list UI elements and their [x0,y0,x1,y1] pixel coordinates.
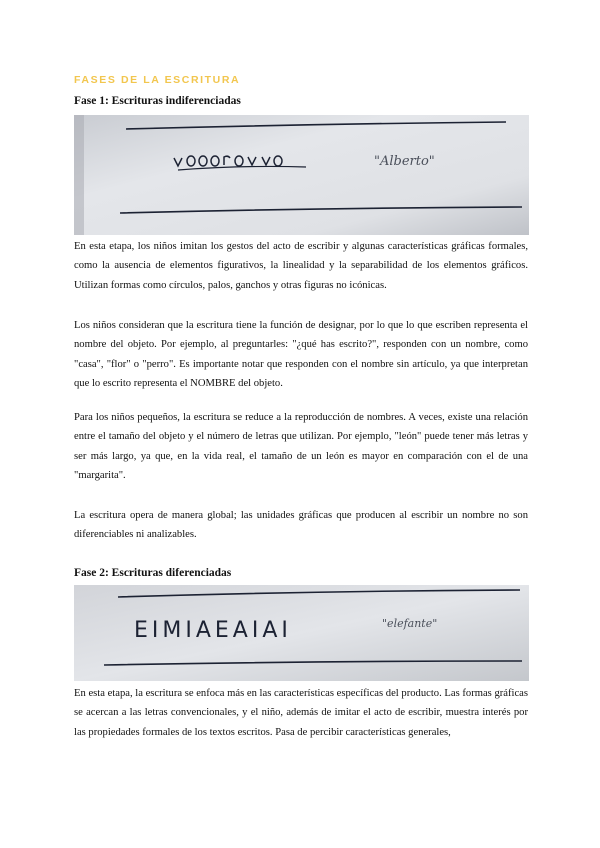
phase-2-writing-sample-photo [74,585,529,681]
phase-1-paragraph-2: Los niños consideran que la escritura tiene la función de designar, por lo que lo que escriben representa el nombre del objeto. Por ejemplo, al preguntarles: "¿qué has escrito?", responden con un nombre, como "casa", "flor" o "perro". Es importante notar que responden con el nombre sin artículo, ya que interpretan que lo escrito representa el NOMBRE del objeto. [74,320,528,390]
phase-2-heading: Fase 2: Escrituras diferenciadas [74,567,232,579]
phase-1-heading: Fase 1: Escrituras indiferenciadas [74,95,241,107]
phase-1-paragraph-4: La escritura opera de manera global; las unidades gráficas que producen al escribir un nombre no son diferenciables ni analizables. [74,510,528,541]
document-title: FASES DE LA ESCRITURA [74,74,241,86]
phase-1-paragraph-1: En esta etapa, los niños imitan los gestos del acto de escribir y algunas características gráficas formales, como la ausencia de elementos figurativos, la linealidad y la separabilidad de los elementos gráficos. Utilizan formas como círculos, palos, ganchos y otras figuras no icónicas. [74,241,528,291]
phase-1-name-label: "Alberto" [374,154,435,169]
phase-2-name-label: "elefante" [382,617,438,630]
phase-2-scribble-text: EIMIAEAIAI [134,618,292,643]
phase-1-paragraph-3: Para los niños pequeños, la escritura se reduce a la reproducción de nombres. A veces, existe una relación entre el tamaño del objeto y el número de letras que utilizan. Por ejemplo, "león" puede tener más letras y ser más largo, ya que, en la vida real, el tamaño de un león es mayor en comparación con el de una "margarita". [74,412,528,482]
phase-2-paragraph-1: En esta etapa, la escritura se enfoca más en las características específicas del producto. Las formas gráficas se acercan a las letras convencionales, y el niño, además de imitar el acto de escribir, muestra interés por las propiedades formales de los textos escritos. Pasa de percibir características generales, [74,688,528,738]
phase-1-writing-sample-photo [74,115,529,235]
